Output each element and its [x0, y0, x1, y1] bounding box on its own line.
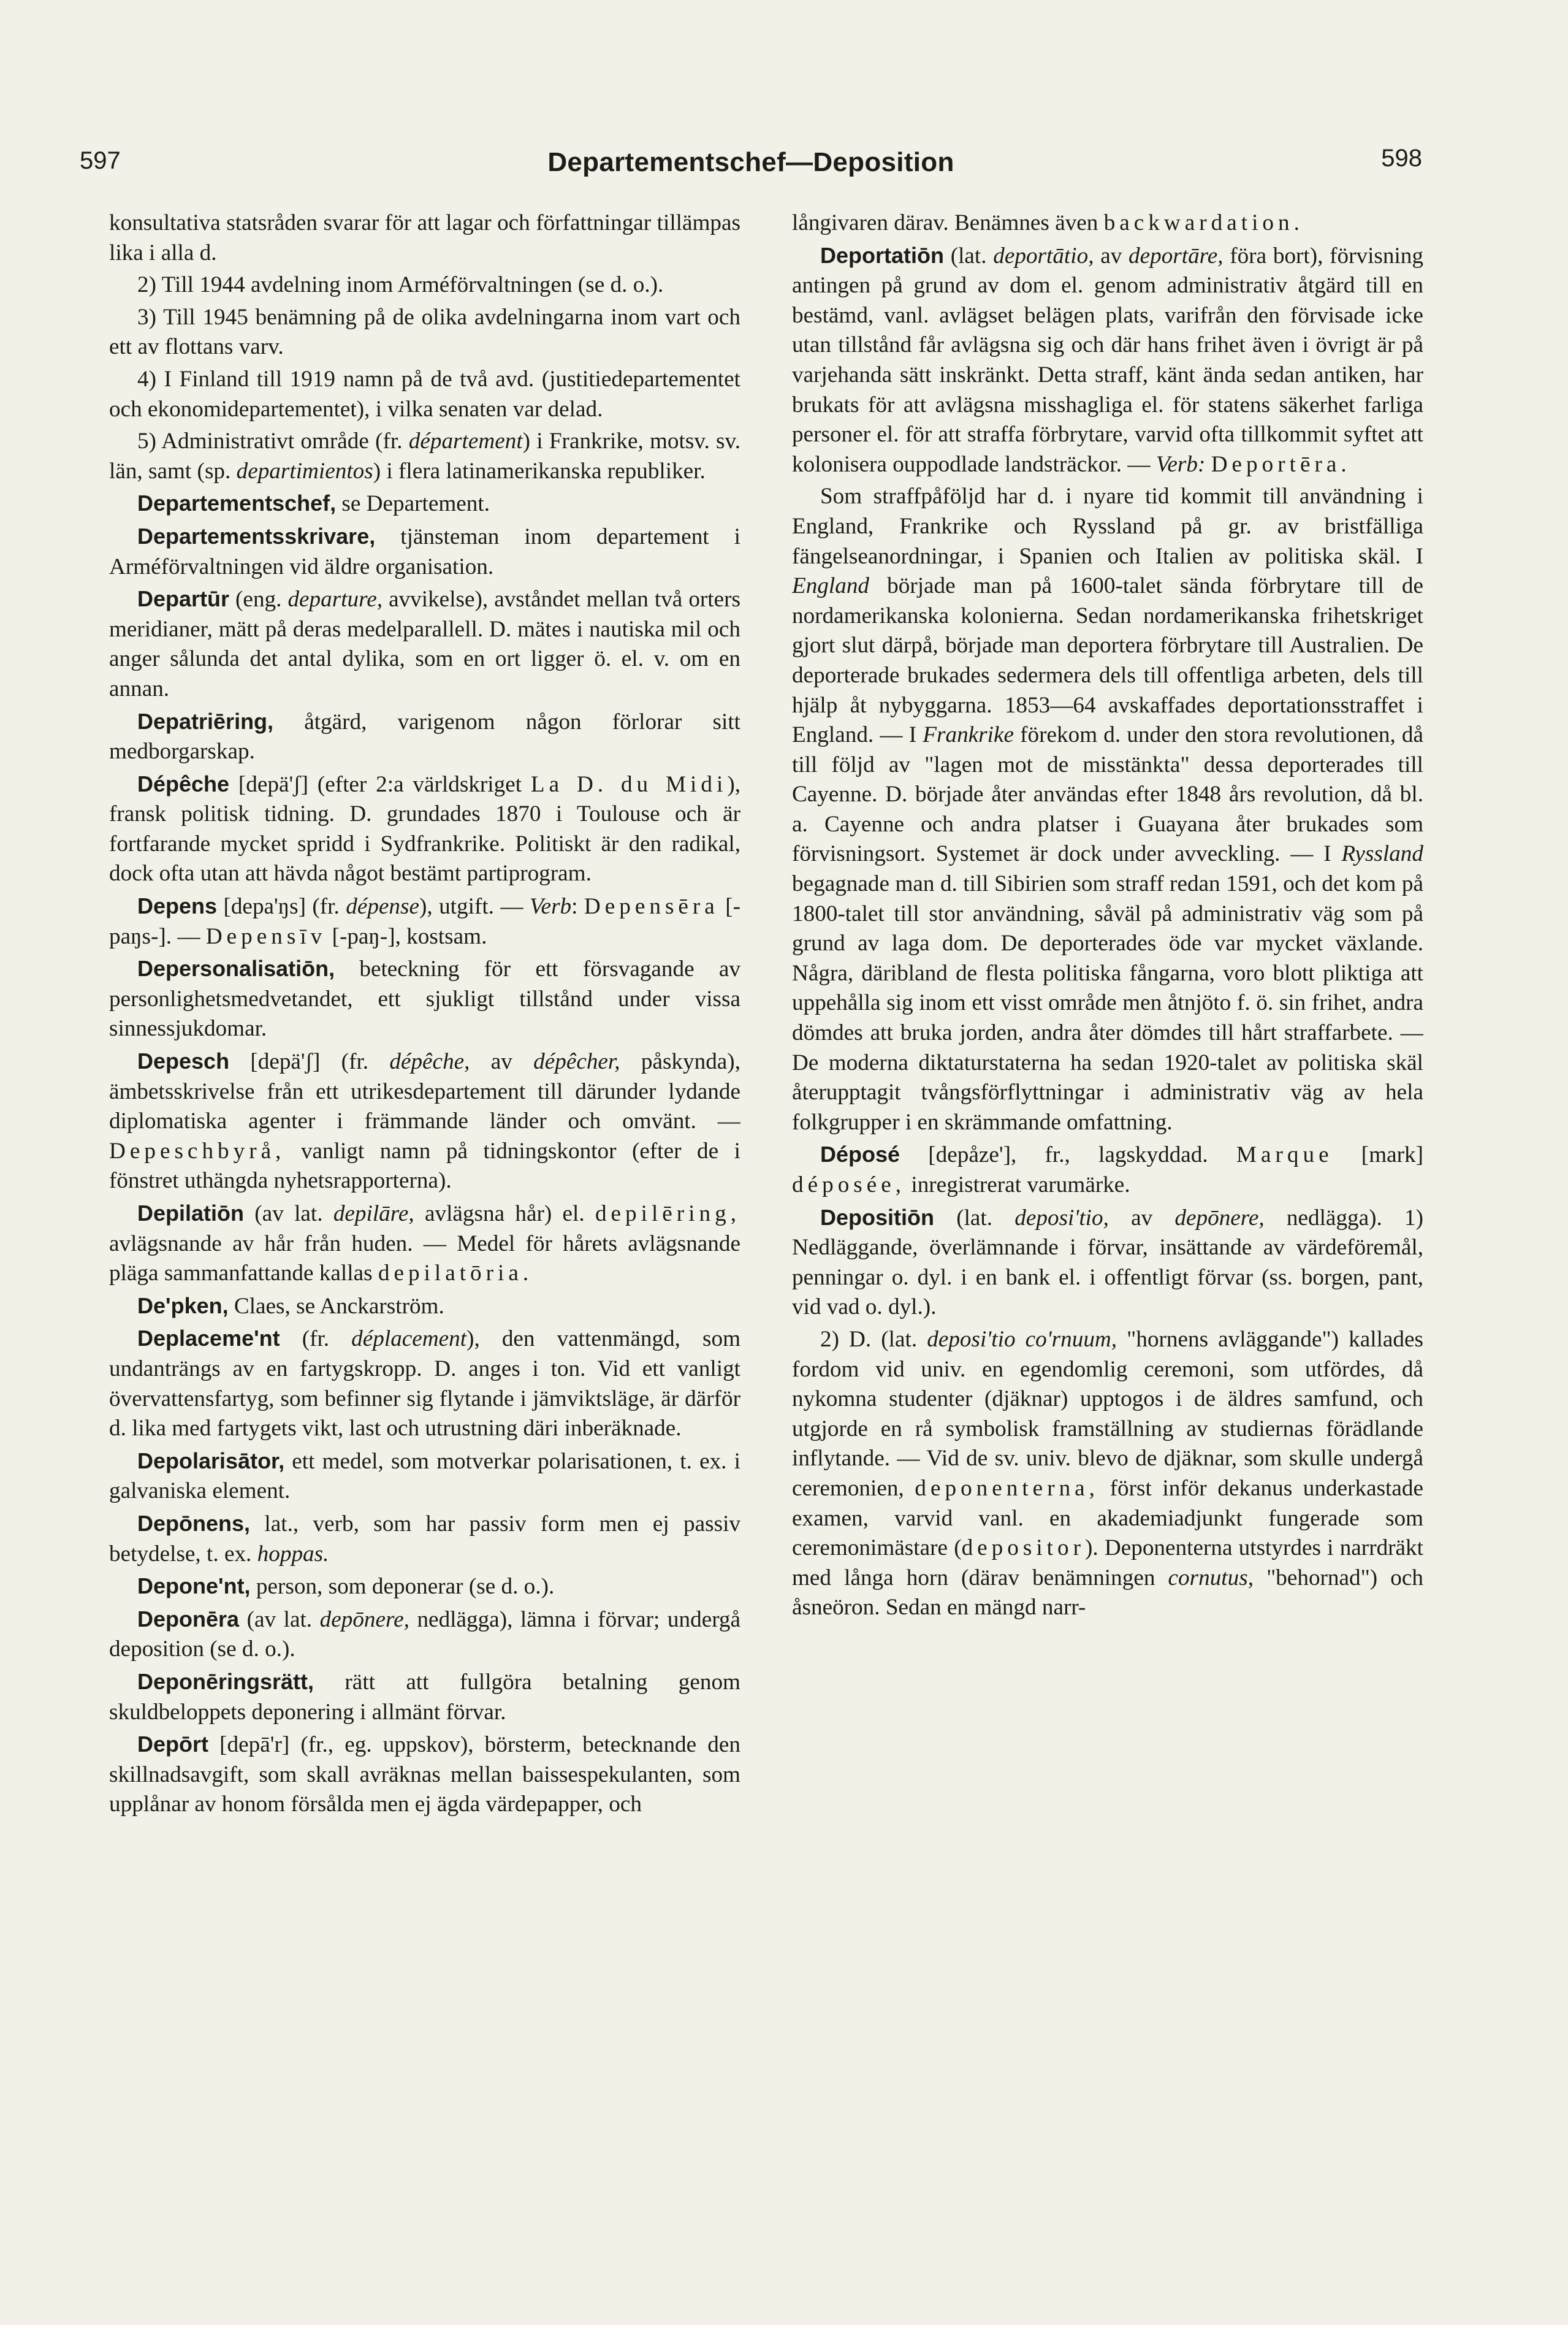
dictionary-entry: [792, 482, 1423, 1137]
headword: De'pken,: [137, 1292, 229, 1318]
entry-text: ), utgift. —: [419, 894, 530, 920]
italic-term: deportāre,: [1128, 243, 1224, 269]
spaced-term: La D. du Midi: [530, 771, 728, 797]
entry-text: ) i Frankrike, motsv. sv. län, samt (sp.: [109, 429, 740, 484]
entry-text: avvikelse), avståndet mellan två orters meridianer, mätt på deras medelparallell. D. mätes i nautiska mil och anger sålunda det antal dylika, som en ort ligger ö. el. v. om en annan.: [109, 587, 740, 701]
right-column: [792, 208, 1423, 2281]
italic-term: cornutus,: [1168, 1565, 1254, 1590]
italic-term: depōnere,: [319, 1606, 409, 1632]
dictionary-entry: [109, 1509, 740, 1569]
spaced-term: Depensīv: [205, 923, 327, 949]
entry-text: 2) Till 1944 avdelning inom Arméförvaltningen (se d. o.).: [137, 272, 664, 298]
page-number-right: 598: [1381, 145, 1422, 172]
italic-term: dépêcher,: [533, 1049, 620, 1075]
dictionary-entry: [109, 707, 740, 767]
entry-text: började man på 1600-talet sända förbrytare till de nordamerikanska kolonierna. Sedan nordamerikanska frihetskriget gjort slut därpå, började man deportera förbrytare till Australien. De deporterade brukades sedermera dels till offentliga arbeten, dels till hjälp åt nybyggarna. 1853—64 avskaffades deportationsstraffet i England. — I: [792, 573, 1423, 748]
italic-term: dépense: [346, 894, 419, 920]
entry-text: (av lat.: [239, 1606, 320, 1632]
entry-text: avlägsna hår) el.: [414, 1201, 595, 1226]
dictionary-entry: [109, 489, 740, 519]
entry-text: avlägsnande av hår från huden. — Medel för hårets avlägsnande pläga sammanfattande kallas: [109, 1231, 740, 1286]
dictionary-entry: [109, 1571, 740, 1602]
dictionary-entry: [792, 1203, 1423, 1323]
italic-term: depilāre,: [333, 1201, 414, 1226]
entry-text: 4) I Finland till 1919 namn på de två avd. (justitiedepartementet och ekonomidepartementet), i vilka senaten var delad.: [109, 366, 740, 422]
entry-text: ) i flera latinamerikanska republiker.: [373, 458, 706, 484]
entry-subsection: [109, 427, 740, 486]
italic-term: departimientos: [236, 458, 373, 484]
italic-term: Frankrike: [923, 722, 1014, 748]
spaced-term: déposée,: [792, 1172, 906, 1197]
dictionary-entry: [109, 1199, 740, 1289]
entry-subsection: [109, 365, 740, 424]
entry-text: beteckning för ett försvagande av personlighetsmedvetandet, ett sjukligt tillstånd under vissa sinnessjukdomar.: [109, 956, 740, 1042]
entry-text: "hornens avläggande") kallades fordom vid univ. en egendomlig ceremoni, som utfördes, då nykomna studenter (djäknar) upptogos i de äldres samfund, och utgjorde en rå symbolisk framställning av studiernas förädlande inflytande. — Vid de sv. univ. blevo de djäknar, som skulle undergå ceremonien,: [792, 1326, 1423, 1501]
entry-text: ), den vattenmängd, som undanträngs av en fartygskropp. D. anges i ton. Vid ett vanligt övervattensfartyg, som befinner sig flytande i jämviktsläge, är därför d. lika med fartygets vikt, last och utrustning däri inberäknade.: [109, 1326, 740, 1441]
headword: Departementschef,: [137, 491, 337, 516]
entry-text: [depä'ʃ] (efter 2:a världskriget: [229, 771, 531, 797]
dictionary-entry: [792, 241, 1423, 480]
entry-text: :: [571, 894, 584, 920]
entry-text: (av lat.: [244, 1201, 333, 1226]
headword: Depersonalisatiōn,: [137, 956, 335, 982]
entry-text: tjänsteman inom departement i Arméförvaltningen vid äldre organisation.: [109, 524, 740, 579]
entry-text: ), fransk politisk tidning. D. grundades 1870 i Toulouse och är fortfarande mycket spridd i Sydfrankrike. Politiskt är den radikal, dock ofta utan att hävda något bestämt partiprogram.: [109, 771, 740, 887]
entry-text: lat., verb, som har passiv form men ej passiv betydelse, t. ex.: [109, 1511, 740, 1567]
entry-continuation: [792, 208, 1423, 239]
entry-text: "behornad") och åsneöron. Sedan en mängd narr-: [792, 1565, 1423, 1621]
entry-text: [1205, 452, 1211, 477]
entry-text: 2) D. (lat.: [820, 1326, 927, 1352]
spaced-term: Depeschbyrå,: [109, 1138, 286, 1164]
entry-text: av: [1108, 1205, 1175, 1231]
entry-text: [depa'ŋs] (fr.: [217, 894, 346, 920]
spaced-term: Marque: [1236, 1142, 1333, 1168]
entry-text: nedlägga), lämna i förvar; undergå deposition (se d. o.).: [109, 1606, 740, 1662]
entry-text: [depåze'], fr., lagskyddad.: [900, 1142, 1236, 1168]
italic-term: Ryssland: [1341, 841, 1423, 867]
entry-subsection: [792, 1325, 1423, 1623]
italic-term: dépêche,: [389, 1049, 470, 1075]
entry-text: Som straffpåföljd har d. i nyare tid kommit till användning i England, Frankrike och Ryssland på gr. av bristfälliga fängelseanordningar, i Spanien och Italien av politiska skäl. I: [792, 484, 1423, 569]
entry-text: ett medel, som motverkar polarisationen, t. ex. i galvaniska element.: [109, 1448, 740, 1504]
headword: Deplaceme'nt: [137, 1326, 280, 1351]
headword: Deportatiōn: [820, 242, 944, 268]
entry-text: av: [1094, 243, 1128, 269]
italic-term: departure,: [287, 587, 383, 613]
entry-text: inregistrerat varumärke.: [905, 1172, 1130, 1197]
entry-text: 3) Till 1945 benämning på de olika avdelningarna inom vart och ett av flottans varv.: [109, 304, 740, 360]
spaced-term: backwardation.: [1103, 210, 1304, 235]
dictionary-entry: [109, 522, 740, 582]
spaced-term: depilatōria.: [378, 1261, 533, 1286]
italic-term: England: [792, 573, 870, 599]
entry-text: rätt att fullgöra betalning genom skuldbeloppets deponering i allmänt förvar.: [109, 1669, 740, 1725]
entry-text: påskynda), ämbetsskrivelse från ett utrikesdepartement till därunder lydande diplomatiska agenter i främmande länder och omvänt. —: [109, 1049, 740, 1134]
entry-text: konsultativa statsråden svarar för att lagar och författningar tillämpas lika i alla d.: [109, 210, 740, 265]
entry-text: vanligt namn på tidningskontor (efter de i fönstret uthängda nyhetsrapporterna).: [109, 1138, 740, 1194]
spaced-term: Deportēra.: [1211, 451, 1351, 477]
entry-text: person, som deponerar (se d. o.).: [250, 1574, 555, 1600]
entry-text: Claes, se Anckarström.: [228, 1293, 444, 1319]
entry-text: [depä'ʃ] (fr.: [229, 1049, 390, 1075]
entry-text: förekom d. under den stora revolutionen, då till följd av "lagen mot de misstänkta" dessa deporterades till Cayenne. D. började åter användas efter 1848 års revolution, då bl. a. Cayenne och andra platser i Guayana åter brukades som förvisningsort. Systemet är dock under avveckling. — I: [792, 722, 1423, 867]
entry-text: [mark]: [1333, 1142, 1423, 1168]
dictionary-entry: [109, 1047, 740, 1196]
entry-text: begagnade man d. till Sibirien som straff redan 1591, och det kom på 1800-talet till stor användning, såväl på administrativ väg som på grund av laga dom. De deporterades öde var mycket växlande. Några, däribland de flesta politiska fångarna, voro blott pliktiga att uppehålla sig inom ett visst område men åtnjöto f. ö. sin frihet, andra dömdes att bruka jorden, andra åter dömdes till hårt straffarbete. — De moderna diktaturstaterna ha sedan 1920-talet av politiska skäl återupptagit tvångsförflyttningar i administrativ väg av hela folkgrupper i en skrämmande omfattning.: [792, 871, 1423, 1135]
entry-text: (lat.: [934, 1205, 1015, 1231]
entry-text: av: [470, 1049, 534, 1075]
headword: Depesch: [137, 1048, 230, 1074]
page-header: [80, 147, 1422, 196]
dictionary-entry: [109, 1730, 740, 1820]
dictionary-entry: [109, 1605, 740, 1665]
dictionary-entry: [109, 1291, 740, 1322]
entry-text: nedlägga). 1) Nedläggande, överlämnande i förvar, insättande av värdeföremål, penningar o. dyl. i en bank el. i offentligt förvar (ss. borgen, pant, vid vad o. dyl.).: [792, 1205, 1423, 1320]
headword: Depōrt: [137, 1731, 208, 1757]
headword: Depilatiōn: [137, 1201, 245, 1226]
headword: Depolarisātor,: [137, 1448, 285, 1473]
headword: Dépêche: [137, 771, 230, 796]
italic-term: département: [408, 429, 523, 454]
entry-text: föra bort), förvisning antingen på grund av dom el. genom administrativ åtgärd till en bestämd, vanl. avlägset belägen plats, varifrån den förvisade icke utan tillstånd får avlägsna sig och där hans frihet även i övrigt är på varjehanda sätt inskränkt. Detta straff, känt ända sedan antiken, har brukats för att avlägsna misshagliga el. för statens säkerhet farliga personer el. för att straffa förbrytare, varvid ofta tillkommit syftet att kolonisera ouppodlade landsträckor. —: [792, 243, 1423, 477]
italic-term: depōnere,: [1174, 1205, 1265, 1231]
entry-text: ). Deponenterna utstyrdes i narrdräkt med långa horn (därav benämningen: [792, 1535, 1423, 1590]
spaced-term: depilēring,: [595, 1201, 740, 1226]
spaced-term: depositor: [961, 1535, 1085, 1561]
headword: Deponēra: [137, 1606, 240, 1632]
italic-term: déplacement: [351, 1326, 467, 1352]
spaced-term: deponenterna,: [915, 1475, 1099, 1501]
headword: Departementsskrivare,: [137, 523, 376, 549]
entry-text: [depā'r] (fr., eg. uppskov), börsterm, betecknande den skillnadsavgift, som skall avräknas mellan baissespekulanten, som upplånar av honom försålda men ej ägda värdepapper, och: [109, 1732, 740, 1817]
dictionary-entry: [109, 954, 740, 1044]
entry-text: långivaren därav. Benämnes även: [792, 210, 1104, 235]
entry-text: (lat.: [944, 243, 994, 269]
entry-subsection: [109, 270, 740, 300]
dictionary-entry: [109, 1324, 740, 1443]
left-column: [109, 208, 740, 2281]
italic-term: deportātio,: [993, 243, 1094, 269]
dictionary-entry: [109, 891, 740, 952]
headword: Departūr: [137, 586, 230, 612]
dictionary-entry: [792, 1140, 1423, 1200]
running-head: Departementschef—Deposition: [547, 147, 954, 177]
headword: Deponēringsrätt,: [137, 1668, 314, 1694]
headword: Depatriēring,: [137, 708, 274, 734]
spaced-term: Depensēra: [584, 894, 719, 920]
page-number-left: 597: [80, 147, 121, 174]
entry-text: [-paŋ-], kostsam.: [326, 923, 487, 949]
dictionary-entry: [109, 769, 740, 889]
italic-term: hoppas.: [257, 1541, 329, 1567]
entry-text: (eng.: [229, 587, 288, 613]
entry-continuation: [109, 208, 740, 268]
entry-text: åtgärd, varigenom någon förlorar sitt medborgarskap.: [109, 709, 740, 765]
italic-term: Verb: [529, 894, 572, 920]
headword: Depone'nt,: [137, 1573, 251, 1599]
entry-text: först inför dekanus underkastade examen, varvid vanl. en akademiadjunkt fungerade som ceremonimästare (: [792, 1475, 1423, 1561]
dictionary-entry: [109, 1667, 740, 1727]
headword: Depōnens,: [137, 1510, 251, 1536]
dictionary-entry: [109, 584, 740, 704]
entry-text: se Departement.: [336, 491, 490, 517]
italic-term: deposi'tio,: [1014, 1205, 1109, 1231]
entry-text: (fr.: [280, 1326, 352, 1352]
headword: Depositiōn: [820, 1204, 934, 1230]
headword: Déposé: [820, 1142, 900, 1167]
italic-term: Verb:: [1155, 451, 1206, 477]
headword: Depens: [137, 893, 218, 919]
dictionary-entry: [109, 1446, 740, 1506]
entry-text: [-paŋs-]. —: [109, 894, 740, 949]
entry-text: 5) Administrativt område (fr.: [137, 429, 409, 454]
italic-term: deposi'tio co'rnuum,: [927, 1326, 1117, 1352]
entry-subsection: [109, 303, 740, 362]
